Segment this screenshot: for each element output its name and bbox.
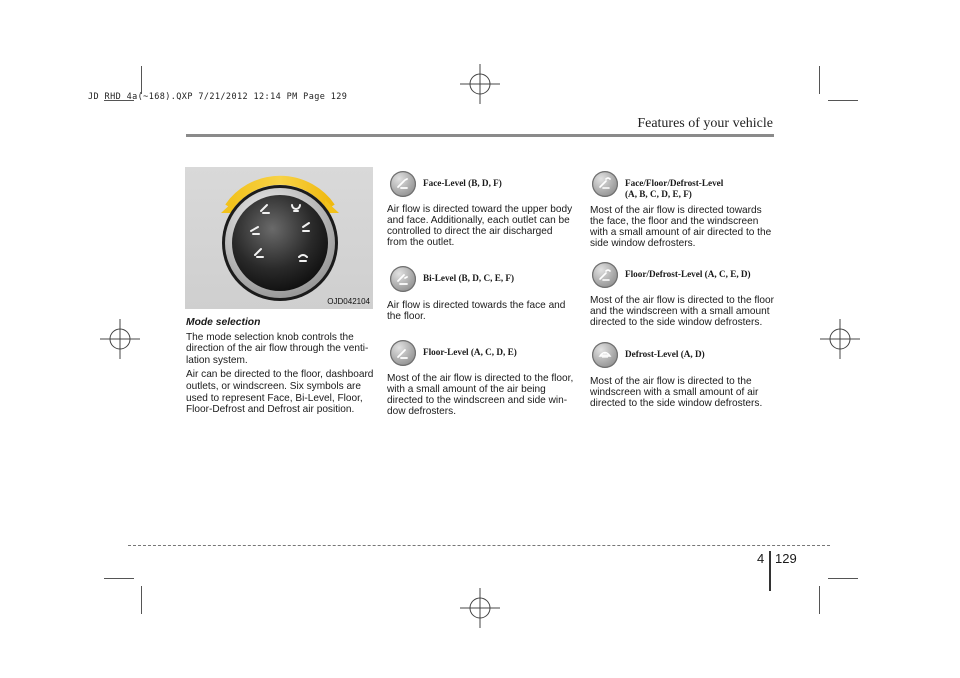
mode-floor-defrost-level xyxy=(592,262,751,288)
bi-level-vent-icon xyxy=(390,266,416,292)
section-header-title: Features of your vehicle xyxy=(637,116,773,131)
mode-description: Most of the air flow is directed to the floor, with a small amount of the air being directed to the windscreen and side win-dow defrosters. xyxy=(387,373,574,417)
print-slug: JD RHD 4a(~168).QXP 7/21/2012 12:14 PM Page 129 xyxy=(88,92,348,102)
mode-title: Defrost-Level (A, D) xyxy=(625,349,705,359)
mode-face-floor-defrost-level xyxy=(592,171,723,200)
mode-bi-level xyxy=(390,266,514,292)
mode-defrost-level xyxy=(592,342,705,368)
defrost-icon xyxy=(592,342,618,368)
mode-title-line-2: (A, B, C, D, E, F) xyxy=(625,189,692,199)
intro-paragraph-1: The mode selection knob controls the direction of the air flow through the venti-lation system. xyxy=(186,331,369,366)
crop-mark xyxy=(141,586,142,614)
mode-description: Most of the air flow is directed towards the face, the floor and the windscreen with a small amount of air directed to the side window defrosters. xyxy=(590,205,772,249)
registration-mark xyxy=(820,319,860,359)
footer-rule xyxy=(128,545,830,546)
mode-title: Floor-Level (A, C, D, E) xyxy=(423,347,517,357)
mode-description: Most of the air flow is directed to the floor and the windscreen with a small amount directed to the side window defrosters. xyxy=(590,295,775,328)
crop-mark xyxy=(828,578,858,579)
registration-mark xyxy=(460,64,500,104)
crop-mark xyxy=(104,578,134,579)
mode-description: Air flow is directed towards the face and the floor. xyxy=(387,300,566,322)
face-floor-defrost-icon xyxy=(592,171,618,197)
registration-mark xyxy=(100,319,140,359)
mode-title xyxy=(625,171,723,200)
crop-mark xyxy=(819,66,820,94)
intro-section xyxy=(186,317,374,419)
face-vent-icon xyxy=(390,171,416,197)
mode-title-line-1: Face/Floor/Defrost-Level xyxy=(625,178,724,188)
crop-mark xyxy=(828,100,858,101)
header-rule xyxy=(186,134,774,137)
page-number-separator xyxy=(769,551,771,591)
registration-mark xyxy=(460,588,500,628)
chapter-number: 4 xyxy=(757,551,765,566)
mode-face-level xyxy=(390,171,502,197)
floor-defrost-icon xyxy=(592,262,618,288)
mode-knob-illustration xyxy=(185,167,373,309)
floor-vent-icon xyxy=(390,340,416,366)
mode-floor-level xyxy=(390,340,517,366)
intro-paragraph-2: Air can be directed to the floor, dashboard outlets, or windscreen. Six symbols are used to represent Face, Bi-Level, Floor, Floor-Defrost and Defrost air position. xyxy=(186,369,374,416)
mode-title: Face-Level (B, D, F) xyxy=(423,178,502,188)
page-number: 129 xyxy=(775,551,797,566)
crop-mark xyxy=(141,66,142,94)
section-heading: Mode selection xyxy=(186,317,261,328)
mode-description: Most of the air flow is directed to the windscreen with a small amount of air directed to the side window defrosters. xyxy=(590,376,763,409)
mode-description: Air flow is directed toward the upper body and face. Additionally, each outlet can be controlled to direct the air discharged from the outlet. xyxy=(387,204,573,248)
mode-title: Floor/Defrost-Level (A, C, E, D) xyxy=(625,269,751,279)
crop-mark xyxy=(819,586,820,614)
mode-title: Bi-Level (B, D, C, E, F) xyxy=(423,273,515,283)
figure-code: OJD042104 xyxy=(327,297,370,306)
mode-knob-figure xyxy=(185,167,373,309)
